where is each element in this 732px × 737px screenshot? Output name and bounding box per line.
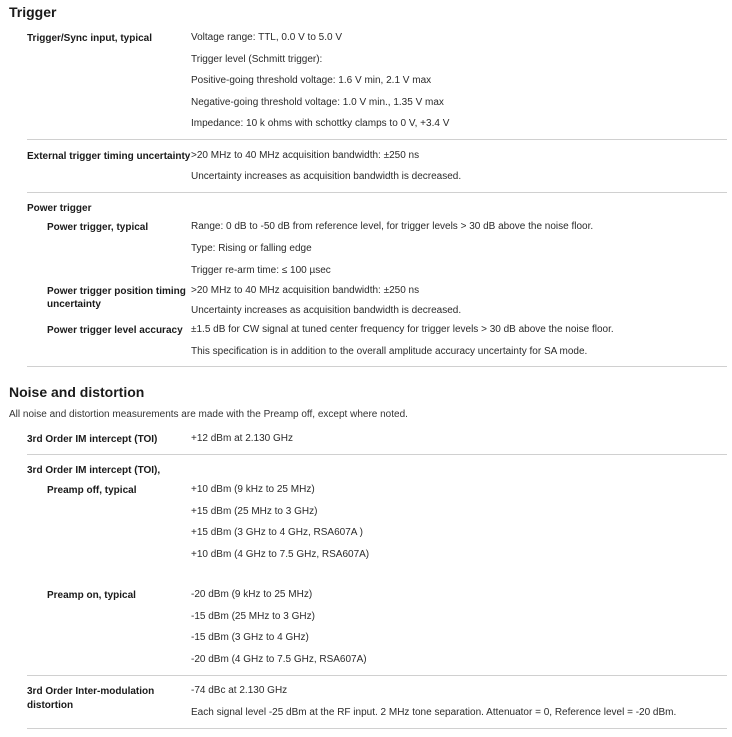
preamp-off-value-2: +15 dBm (3 GHz to 4 GHz, RSA607A ): [191, 527, 364, 538]
preamp-off-value-1: +15 dBm (25 MHz to 3 GHz): [191, 506, 318, 517]
sync-value-4: Impedance: 10 k ohms with schottky clamps to 0 V, +3.4 V: [191, 118, 450, 129]
power-trigger-heading: Power trigger: [27, 203, 92, 214]
power-trigger-typical-label: Power trigger, typical: [47, 222, 149, 233]
power-pos-value-0: >20 MHz to 40 MHz acquisition bandwidth: ±250 ns: [191, 285, 420, 296]
sync-value-1: Trigger level (Schmitt trigger):: [191, 54, 323, 65]
power-position-label-line1: Power trigger position timing: [47, 286, 186, 297]
separator: [27, 139, 727, 140]
imd-label-line1: 3rd Order Inter-modulation: [27, 686, 155, 697]
separator: [27, 675, 727, 676]
preamp-off-value-0: +10 dBm (9 kHz to 25 MHz): [191, 484, 315, 495]
preamp-on-value-0: -20 dBm (9 kHz to 25 MHz): [191, 589, 313, 600]
ext-trigger-value-0: >20 MHz to 40 MHz acquisition bandwidth: ±250 ns: [191, 150, 420, 161]
preamp-on-label: Preamp on, typical: [47, 590, 136, 601]
separator: [27, 366, 727, 367]
toi-value: +12 dBm at 2.130 GHz: [191, 433, 294, 444]
sync-value-2: Positive-going threshold voltage: 1.6 V min, 2.1 V max: [191, 75, 432, 86]
preamp-off-label: Preamp off, typical: [47, 485, 137, 496]
preamp-on-value-2: -15 dBm (3 GHz to 4 GHz): [191, 632, 309, 643]
power-typ-value-1: Type: Rising or falling edge: [191, 243, 312, 254]
trigger-heading: Trigger: [9, 4, 57, 20]
power-typ-value-0: Range: 0 dB to -50 dB from reference level, for trigger levels > 30 dB above the noise floor.: [191, 221, 594, 232]
imd-value-1: Each signal level -25 dBm at the RF input. 2 MHz tone separation. Attenuator = 0, Reference level = -20 dBm.: [191, 707, 677, 718]
imd-value-0: -74 dBc at 2.130 GHz: [191, 685, 288, 696]
preamp-off-value-3: +10 dBm (4 GHz to 7.5 GHz, RSA607A): [191, 549, 370, 560]
power-level-accuracy-label: Power trigger level accuracy: [47, 325, 183, 336]
imd-label-line2: distortion: [27, 700, 74, 711]
toi2-label: 3rd Order IM intercept (TOI),: [27, 465, 161, 476]
preamp-on-value-3: -20 dBm (4 GHz to 7.5 GHz, RSA607A): [191, 654, 367, 665]
power-position-label-line2: uncertainty: [47, 299, 101, 310]
toi-label: 3rd Order IM intercept (TOI): [27, 434, 158, 445]
power-pos-value-1: Uncertainty increases as acquisition bandwidth is decreased.: [191, 305, 462, 316]
ext-trigger-label: External trigger timing uncertainty: [27, 151, 191, 162]
sync-input-label: Trigger/Sync input, typical: [27, 33, 153, 44]
preamp-on-value-1: -15 dBm (25 MHz to 3 GHz): [191, 611, 315, 622]
separator: [27, 454, 727, 455]
separator: [27, 192, 727, 193]
power-typ-value-2: Trigger re-arm time: ≤ 100 µsec: [191, 265, 331, 276]
sync-value-0: Voltage range: TTL, 0.0 V to 5.0 V: [191, 32, 343, 43]
power-lvl-value-1: This specification is in addition to the overall amplitude accuracy uncertainty for SA mode.: [191, 346, 588, 357]
power-lvl-value-0: ±1.5 dB for CW signal at tuned center frequency for trigger levels > 30 dB above the noise floor.: [191, 324, 614, 335]
noise-heading: Noise and distortion: [9, 384, 145, 400]
ext-trigger-value-1: Uncertainty increases as acquisition bandwidth is decreased.: [191, 171, 462, 182]
separator: [27, 728, 727, 729]
sync-value-3: Negative-going threshold voltage: 1.0 V min., 1.35 V max: [191, 97, 444, 108]
noise-note: All noise and distortion measurements are made with the Preamp off, except where noted.: [9, 409, 408, 420]
